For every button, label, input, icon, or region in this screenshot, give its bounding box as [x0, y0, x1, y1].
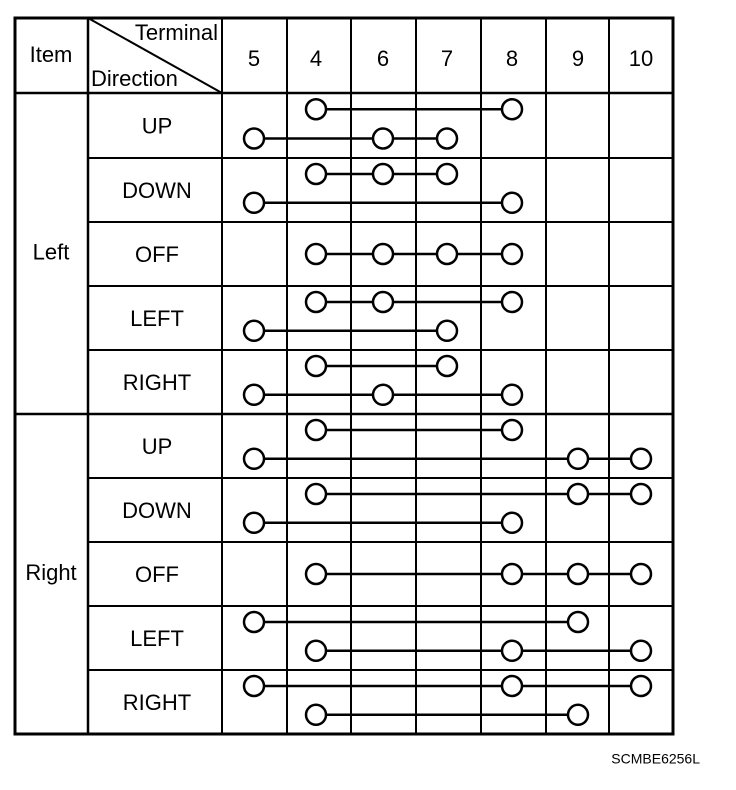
terminal-node: [502, 641, 522, 661]
terminal-node: [502, 292, 522, 312]
direction-label: LEFT: [130, 625, 184, 651]
terminal-node: [502, 385, 522, 405]
figure-code: SCMBE6256L: [611, 750, 700, 767]
connection-line: [306, 292, 522, 312]
terminal-node: [306, 420, 326, 440]
terminal-node: [568, 564, 588, 584]
terminal-node: [631, 484, 651, 504]
direction-label: OFF: [135, 241, 179, 267]
terminal-node: [306, 99, 326, 119]
connection-line: [306, 244, 522, 264]
terminal-node: [373, 244, 393, 264]
table-header: [30, 20, 218, 91]
terminal-number-labels: [248, 46, 653, 71]
connection-line: [306, 484, 651, 504]
terminal-node: [502, 99, 522, 119]
terminal-node: [306, 484, 326, 504]
terminal-node: [502, 193, 522, 213]
terminal-node: [373, 164, 393, 184]
terminal-node: [244, 676, 264, 696]
direction-label: DOWN: [122, 177, 192, 203]
direction-label: OFF: [135, 561, 179, 587]
terminal-node: [437, 356, 457, 376]
connection-line: [244, 449, 651, 469]
direction-label: UP: [141, 433, 173, 459]
terminal-node: [373, 385, 393, 405]
direction-label: DOWN: [122, 497, 192, 523]
connection-lines: [244, 99, 651, 725]
terminal-node: [437, 321, 457, 341]
direction-label: RIGHT: [122, 689, 192, 715]
terminal-node: [631, 641, 651, 661]
terminal-node: [306, 292, 326, 312]
terminal-node: [306, 564, 326, 584]
terminal-header: Terminal: [134, 19, 218, 45]
terminal-node: [568, 449, 588, 469]
terminal-node: [373, 129, 393, 149]
direction-label: UP: [141, 113, 173, 139]
terminal-node: [502, 676, 522, 696]
terminal-node: [244, 449, 264, 469]
terminal-node: [631, 449, 651, 469]
terminal-node: [437, 244, 457, 264]
connection-line: [306, 99, 522, 119]
terminal-label-4: 4: [309, 45, 323, 71]
terminal-node: [502, 564, 522, 584]
terminal-node: [306, 244, 326, 264]
direction-label: RIGHT: [122, 369, 192, 395]
terminal-node: [244, 513, 264, 533]
connection-line: [244, 676, 651, 696]
terminal-node: [502, 244, 522, 264]
direction-header: Direction: [91, 65, 178, 91]
terminal-label-10: 10: [628, 45, 654, 71]
terminal-node: [244, 612, 264, 632]
terminal-label-8: 8: [505, 45, 519, 71]
terminal-node: [244, 385, 264, 405]
terminal-node: [244, 321, 264, 341]
direction-label: LEFT: [130, 305, 184, 331]
terminal-node: [244, 193, 264, 213]
terminal-node: [244, 129, 264, 149]
terminal-node: [502, 420, 522, 440]
item-header: Item: [29, 41, 73, 67]
terminal-node: [306, 705, 326, 725]
group-label-right: Right: [25, 559, 77, 585]
group-label-left: Left: [32, 239, 70, 265]
terminal-label-6: 6: [376, 45, 390, 71]
terminal-node: [568, 484, 588, 504]
terminal-node: [502, 513, 522, 533]
terminal-node: [568, 705, 588, 725]
terminal-node: [306, 164, 326, 184]
terminal-node: [631, 676, 651, 696]
terminal-node: [373, 292, 393, 312]
connection-line: [306, 564, 651, 584]
terminal-node: [306, 641, 326, 661]
terminal-label-9: 9: [571, 45, 585, 71]
connection-line: [306, 356, 457, 376]
terminal-node: [631, 564, 651, 584]
connection-line: [306, 641, 651, 661]
terminal-node: [568, 612, 588, 632]
terminal-label-7: 7: [440, 45, 454, 71]
connection-line: [306, 420, 522, 440]
terminal-node: [437, 129, 457, 149]
terminal-node: [306, 356, 326, 376]
terminal-label-5: 5: [247, 45, 261, 71]
terminal-node: [437, 164, 457, 184]
connection-line: [306, 164, 457, 184]
